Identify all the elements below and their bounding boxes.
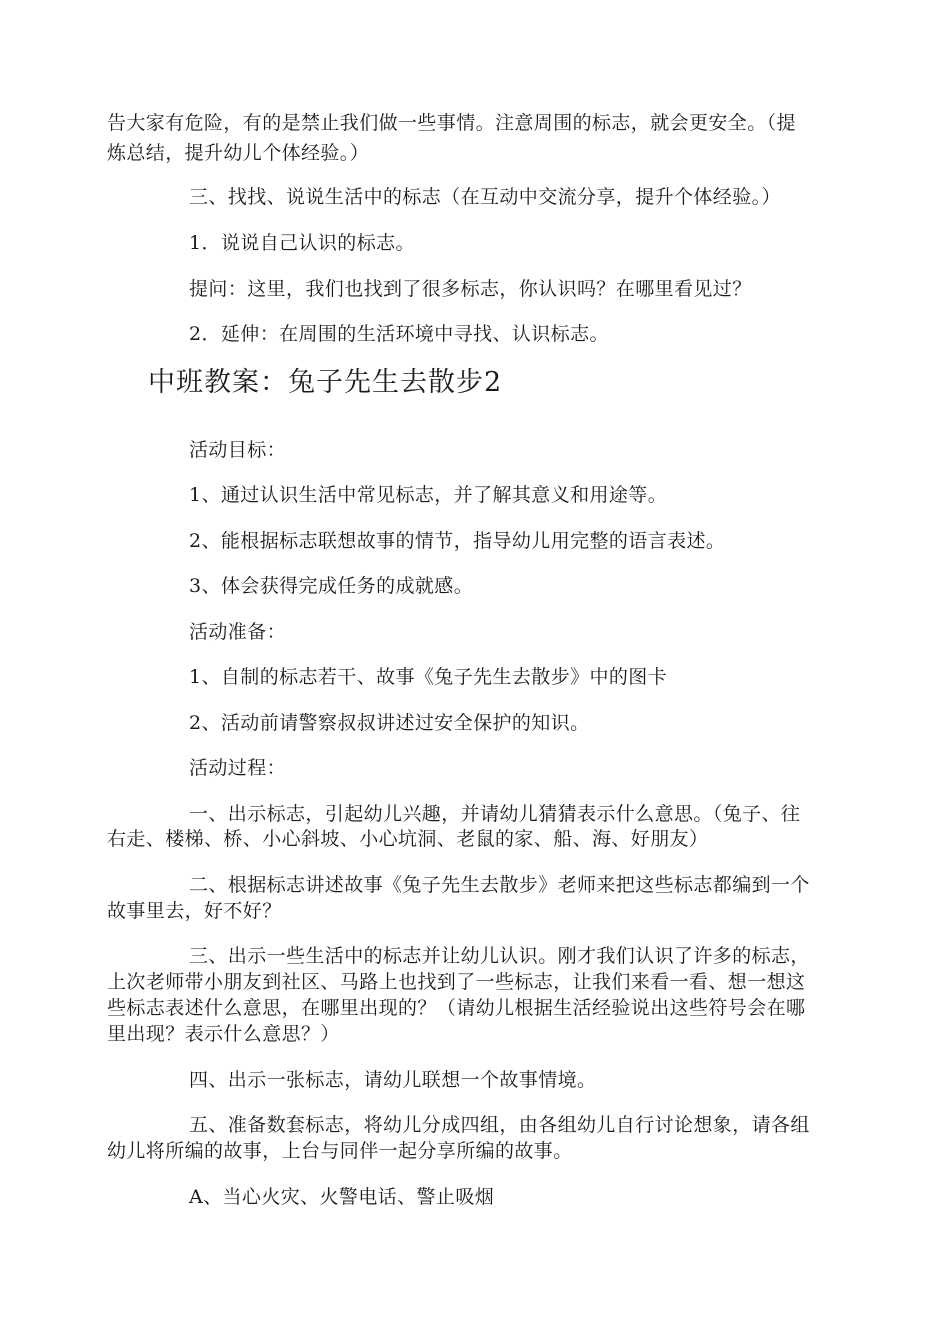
paragraph-line: 告大家有危险，有的是禁止我们做一些事情。注意周围的标志，就会更安全。（提 [107,112,796,134]
paragraph-line: 1．说说自己认识的标志。 [189,232,415,254]
paragraph-line: 活动过程： [189,757,287,779]
paragraph-line: 2、能根据标志联想故事的情节，指导幼儿用完整的语言表述。 [189,530,726,552]
paragraph-line: 1、通过认识生活中常见标志，并了解其意义和用途等。 [189,484,668,506]
paragraph-line: 1、自制的标志若干、故事《兔子先生去散步》中的图卡 [189,666,668,688]
paragraph-line: 2、活动前请警察叔叔讲述过安全保护的知识。 [189,712,590,734]
paragraph-line: 些标志表述什么意思，在哪里出现的？（请幼儿根据生活经验说出这些符号会在哪 [107,997,806,1019]
paragraph-line: 上次老师带小朋友到社区、马路上也找到了一些标志，让我们来看一看、想一想这 [107,971,806,993]
paragraph-line: 炼总结，提升幼儿个体经验。） [107,142,370,164]
paragraph-line: 活动准备： [189,621,287,643]
paragraph-line: 提问：这里，我们也找到了很多标志，你认识吗？在哪里看见过？ [189,278,752,300]
paragraph-line: 幼儿将所编的故事，上台与同伴一起分享所编的故事。 [107,1140,573,1162]
paragraph-line: 3、体会获得完成任务的成就感。 [189,575,474,597]
paragraph-line: 四、出示一张标志，请幼儿联想一个故事情境。 [189,1069,597,1091]
paragraph-line: 右走、楼梯、桥、小心斜坡、小心坑洞、老鼠的家、船、海、好朋友） [107,828,709,850]
paragraph-line: 一、出示标志，引起幼儿兴趣，并请幼儿猜猜表示什么意思。（兔子、往 [189,803,801,825]
paragraph-line: 三、出示一些生活中的标志并让幼儿认识。刚才我们认识了许多的标志， [189,945,810,967]
paragraph-line: 2．延伸：在周围的生活环境中寻找、认识标志。 [189,323,609,345]
paragraph-line: 三、找找、说说生活中的标志（在互动中交流分享，提升个体经验。） [189,186,781,208]
section-title: 中班教案：兔子先生去散步2 [148,367,503,398]
paragraph-line: 里出现？表示什么意思？） [107,1023,340,1045]
paragraph-line: 五、准备数套标志，将幼儿分成四组，由各组幼儿自行讨论想象，请各组 [189,1114,810,1136]
paragraph-line: 故事里去，好不好？ [107,900,282,922]
paragraph-line: A、当心火灾、火警电话、警止吸烟 [189,1186,495,1208]
paragraph-line: 二、根据标志讲述故事《兔子先生去散步》老师来把这些标志都编到一个 [189,874,810,896]
paragraph-line: 活动目标： [189,439,287,461]
